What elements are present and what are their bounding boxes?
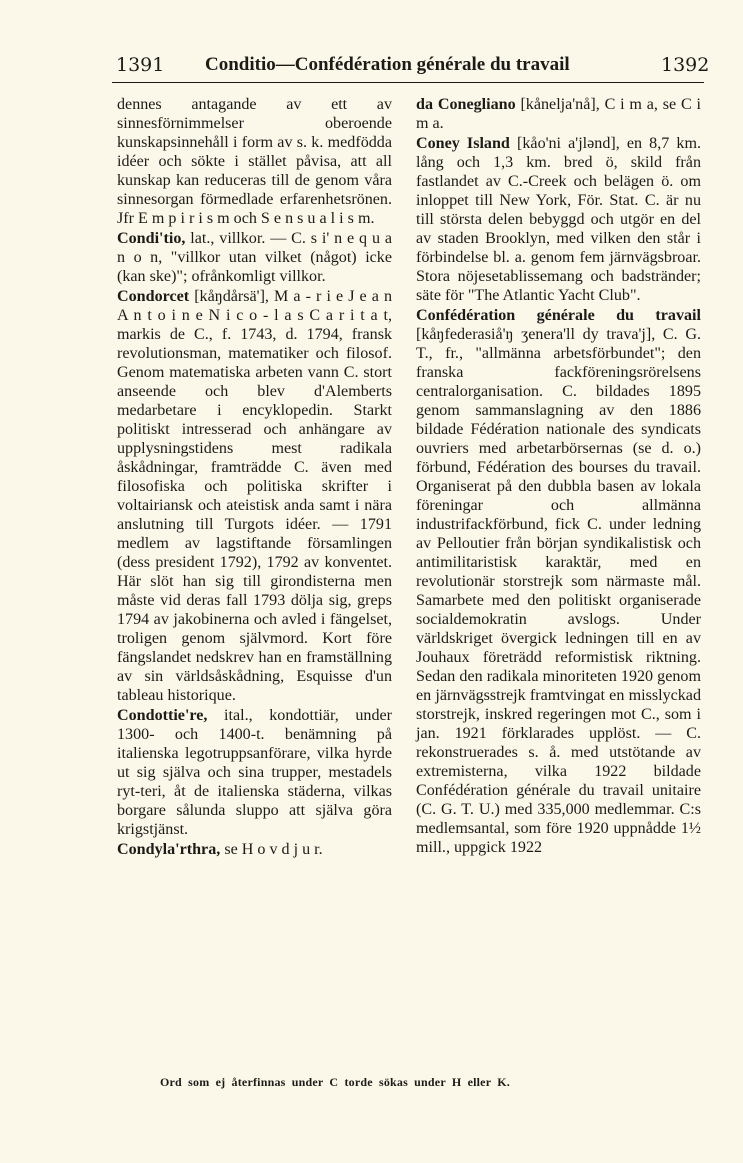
headword: Confédération générale du travail <box>416 307 701 324</box>
entry-text: ital., kondottiär, under 1300- och 1400-t. benämning på italienska legotruppsanförare, vilka hyrde ut sig själva och sina trupper, mestadels ryt-teri, åt de italienska städerna, vilkas borgare sålunda sluppo att själva göra krigstjänst. <box>117 707 392 838</box>
right-column <box>416 95 701 857</box>
left-column <box>117 95 392 859</box>
entry-condottiere <box>117 706 392 839</box>
headword: Coney Island <box>416 135 510 152</box>
page-number-right: 1392 <box>661 54 710 76</box>
page-header <box>0 50 743 84</box>
headword: Condyla'rthra, <box>117 841 221 858</box>
header-rule <box>112 82 704 83</box>
headword: Condottie're, <box>117 707 208 724</box>
running-title: Conditio—Confédération générale du travail <box>205 54 570 75</box>
entry-condylarthra <box>117 840 392 859</box>
entry-conegliano <box>416 95 701 133</box>
entry-text: se H o v d j u r. <box>224 841 323 858</box>
entry-coney-island <box>416 134 701 305</box>
entry-text: lat., villkor. — C. s i' n e q u a n o n, "villkor utan vilket (något) icke (kan ske)"; ofrånkomligt villkor. <box>117 230 392 285</box>
headword: da Conegliano <box>416 96 516 113</box>
headword: Condi'tio, <box>117 230 186 247</box>
page-number-left: 1391 <box>116 54 165 76</box>
page-footnote: Ord som ej återfinnas under C torde sökas under H eller K. <box>160 1075 510 1089</box>
entry-confederation-generale <box>416 306 701 857</box>
entry-text: [kåŋfederasiå'ŋ ʒenera'll dy trava'j], C. G. T., fr., "allmänna arbetsförbundet"; den franska fackföreningsrörelsens centralorganisation. C. bildades 1895 genom sammanslagning av den 1886 bildade Fédération nationale des syndicats ouvriers med arbetarbörsernas (se d. o.) förbund, Fédération des bourses du travail. Organiserat på den dubbla basen av lokala föreningar och allmänna industrifackförbund, fick C. under ledning av Pelloutier från början syndikalistisk och antimilitaristisk karaktär, med en revolutionär storstrejk som närmaste mål. Samarbete med den politiskt organiserade socialdemokratin avslogs. Under världskriget övergick ledningen till en av Jouhaux företrädd reformistisk riktning. Sedan den radikala minoriteten 1920 genom en järnvägsstrejk framtvingat en misslyckad storstrejk, inskred regeringen mot C., som i jan. 1921 förklarades upplöst. — C. rekonstruerades s. å. med utstötande av extremisterna, vilka 1922 bildade Confédération générale du travail unitaire (C. G. T. U.) med 335,000 medlemmar. C:s medlemsantal, som före 1920 uppnådde 1½ mill., uppgick 1922 <box>416 326 701 856</box>
entry-text: [kåŋdårsä'], M a - r i e J e a n A n t o i n e N i c o - l a s C a r i t a t, markis de C., f. 1743, d. 1794, fransk revolutionsman, matematiker och filosof. Genom matematiska arbeten vann C. stort anseende och blev d'Alemberts medarbetare i encyklopedin. Starkt politiskt intresserad och anhängare av upplysningstidens mest radikala åskådningar, framträdde C. även med filosofiska och politiska skrifter i voltairiansk och ateistisk anda samt i nära anslutning till Turgots idéer. — 1791 medlem av lagstiftande församlingen (dess president 1792), 1792 av konventet. Här slöt han sig till girondisterna men måste vid deras fall 1793 dölja sig, greps 1794 av jakobinerna och avled i fängelset, troligen genom självmord. Kort före fängslandet nedskrev han en framställning av sin världsåskådning, Esquisse d'un tableau historique. <box>117 288 392 704</box>
entry-conditio <box>117 229 392 286</box>
entry-empirism-continuation: dennes antagande av ett av sinnesförnimmelser oberoende kunskapsinnehåll i form av s. k. medfödda idéer och sökte i stället påvisa, att all kunskap kan reduceras till de genom våra sinnesorgan förmedlade erfarenhetsrönen. Jfr E m p i r i s m och S e n s u a l i s m. <box>117 96 392 227</box>
entry-text: [kånelja'nå], C i m a, se C i m a. <box>416 96 701 132</box>
headword: Condorcet <box>117 288 190 305</box>
entry-condorcet <box>117 287 392 705</box>
entry-text: [kåo'ni a'jlənd], en 8,7 km. lång och 1,3 km. bred ö, skild från fastlandet av C.-Creek och belägen ö. om inloppet till New York, För. Stat. C. är nu till största delen bebyggd och utgör en del av staden Brooklyn, med vilken den står i förbindelse bl. a. genom fem järnvägsbroar. Stora nöjesetablissemang och badstränder; säte för "The Atlantic Yacht Club". <box>416 135 702 304</box>
